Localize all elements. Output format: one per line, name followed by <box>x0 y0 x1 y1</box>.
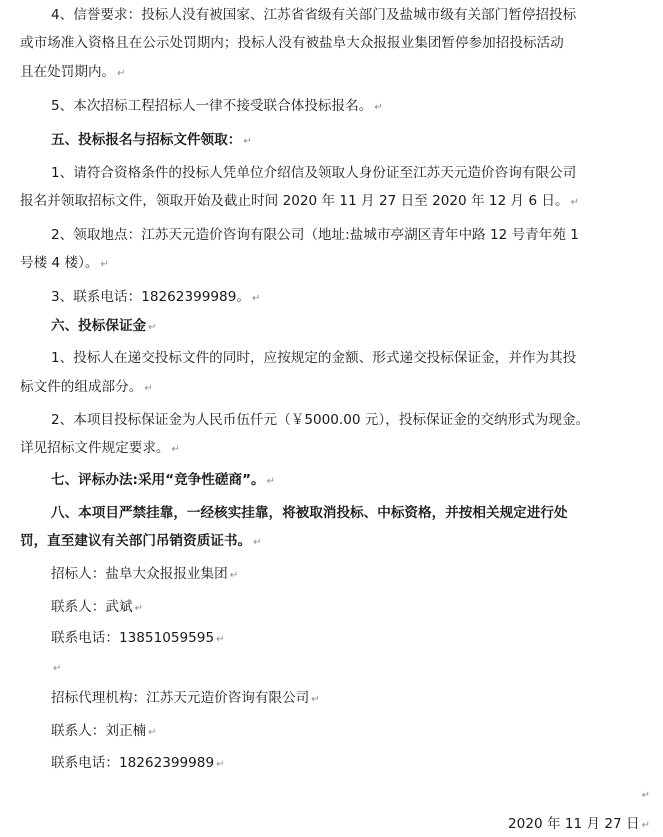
date-text: 2020 年 11 月 27 日 <box>508 816 640 832</box>
paragraph-mark-icon: ↵ <box>641 790 650 801</box>
paragraph-mark-icon: ↵ <box>117 68 126 79</box>
empty-paragraph-right <box>640 786 650 806</box>
registration-item-2-line-2 <box>20 253 650 275</box>
bond-item-1-line-1 <box>51 348 663 368</box>
empty-paragraph <box>51 657 663 679</box>
qualification-credit-line-3 <box>20 62 650 84</box>
paragraph-mark-icon: ↵ <box>53 663 62 674</box>
text: 详见招标文件规定要求。 <box>20 440 170 456</box>
paragraph-mark-icon: ↵ <box>251 293 261 304</box>
text: 3、联系电话：18262399989。 <box>51 289 250 305</box>
heading-text: 六、投标保证金 <box>51 318 147 334</box>
paragraph-mark-icon: ↵ <box>266 476 276 487</box>
text: 且在处罚期内。 <box>20 64 116 80</box>
text: 4、信誉要求：投标人没有被国家、江苏省省级有关部门及盐城市级有关部门暂停招投标 <box>51 7 577 23</box>
registration-item-1-line-1 <box>51 163 663 183</box>
text: 招标人：盐阜大众报报业集团 <box>51 566 228 582</box>
paragraph-mark-icon: ↵ <box>100 259 109 270</box>
qualification-credit-line-2 <box>20 33 650 53</box>
registration-item-1-line-2 <box>20 191 650 213</box>
text: 号楼 4 楼）。 <box>20 255 99 271</box>
text: 联系人：刘正楠 <box>51 723 147 739</box>
qualification-credit-line-1 <box>51 5 663 25</box>
paragraph-mark-icon: ↵ <box>216 634 225 645</box>
paragraph-mark-icon: ↵ <box>253 537 262 548</box>
heading-text: 七、评标办法:采用“竞争性磋商”。 <box>51 472 265 488</box>
paragraph-mark-icon: ↵ <box>229 570 239 581</box>
paragraph-mark-icon: ↵ <box>134 603 143 614</box>
tenderer-phone-line <box>51 628 663 650</box>
agency-phone-line <box>51 753 663 775</box>
paragraph-mark-icon: ↵ <box>216 759 225 770</box>
text: 标文件的组成部分。 <box>20 379 143 395</box>
heading-text: 罚，直至建议有关部门吊销资质证书。 <box>20 533 252 549</box>
heading-text: 八、本项目严禁挂靠，一经核实挂靠，将被取消投标、中标资格，并按相关规定进行处 <box>51 505 568 521</box>
agency-line <box>51 688 663 710</box>
tenderer-contact-line <box>51 597 663 619</box>
paragraph-mark-icon: ↵ <box>171 444 180 455</box>
document-date <box>508 814 650 836</box>
bond-item-2-line-1 <box>51 410 663 430</box>
text: 或市场准入资格且在公示处罚期内；投标人没有被盐阜大众报报业集团暂停参加招投标活动 <box>20 35 564 51</box>
text: 5、本次招标工程招标人一律不接受联合体投标报名。 <box>51 98 373 114</box>
text: 1、投标人在递交投标文件的同时，应按规定的金额、形式递交投标保证金，并作为其投 <box>51 350 577 366</box>
paragraph-mark-icon: ↵ <box>144 383 153 394</box>
paragraph-mark-icon: ↵ <box>641 820 650 831</box>
text: 2、本项目投标保证金为人民币伍仟元（￥5000.00 元），投标保证金的交纳形式为现金。 <box>51 412 590 428</box>
no-consortium-line <box>51 96 663 118</box>
section-heading-6 <box>51 316 663 338</box>
section-heading-5 <box>51 130 663 152</box>
paragraph-mark-icon: ↵ <box>374 102 383 113</box>
text: 招标代理机构：江苏天元造价咨询有限公司 <box>51 690 310 706</box>
text: 报名并领取招标文件，领取开始及截止时间 2020 年 11 月 27 日至 2020 年 12 月 6 日。 <box>20 193 569 209</box>
text: 2、领取地点：江苏天元造价咨询有限公司（地址:盐城市亭湖区青年中路 12 号青年苑 1 <box>51 227 579 243</box>
paragraph-mark-icon: ↵ <box>148 322 157 333</box>
registration-item-2-line-1 <box>51 225 663 245</box>
section-heading-7 <box>51 470 663 492</box>
section-heading-8-line-2 <box>20 531 650 553</box>
heading-text: 五、投标报名与招标文件领取： <box>51 132 242 148</box>
text: 联系电话：18262399989 <box>51 755 215 771</box>
registration-phone-line <box>51 287 663 309</box>
text: 联系人：武斌 <box>51 599 133 615</box>
paragraph-mark-icon: ↵ <box>570 197 580 208</box>
text: 联系电话：13851059595 <box>51 630 215 646</box>
bond-item-2-line-2 <box>20 438 650 460</box>
agency-contact-line <box>51 721 663 743</box>
bond-item-1-line-2 <box>20 377 650 399</box>
paragraph-mark-icon: ↵ <box>243 136 252 147</box>
paragraph-mark-icon: ↵ <box>148 727 157 738</box>
paragraph-mark-icon: ↵ <box>311 694 320 705</box>
tenderer-line <box>51 564 663 586</box>
section-heading-8-line-1 <box>51 503 663 523</box>
text: 1、请符合资格条件的投标人凭单位介绍信及领取人身份证至江苏天元造价咨询有限公司 <box>51 165 577 181</box>
